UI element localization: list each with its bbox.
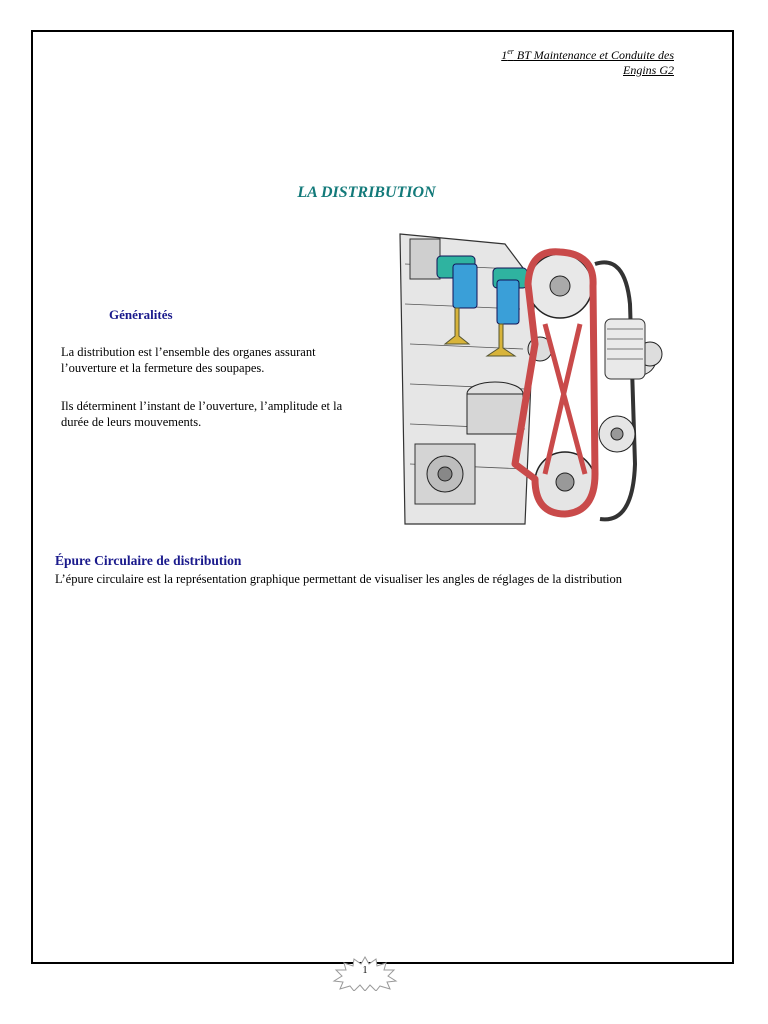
- page-number: 1: [362, 965, 368, 976]
- paragraph-role: Ils déterminent l’instant de l’ouverture, l’amplitude et la durée de leurs mouvements.: [61, 399, 343, 429]
- page-number-badge: [330, 955, 400, 991]
- page-title: LA DISTRIBUTION: [297, 184, 436, 201]
- engine-distribution-illustration: [395, 224, 666, 531]
- section-heading-epure: Épure Circulaire de distribution: [55, 553, 242, 568]
- section-heading-generalites: Généralités: [109, 307, 173, 322]
- paragraph-epure: L’épure circulaire est la représentation graphique permettant de visualiser les angles de réglages de la distribution: [55, 572, 623, 586]
- paragraph-definition: La distribution est l’ensemble des organes assurant l’ouverture et la fermeture des soupapes.: [61, 345, 316, 375]
- document-header: 1er BT Maintenance et Conduite des Engins G2: [501, 47, 674, 77]
